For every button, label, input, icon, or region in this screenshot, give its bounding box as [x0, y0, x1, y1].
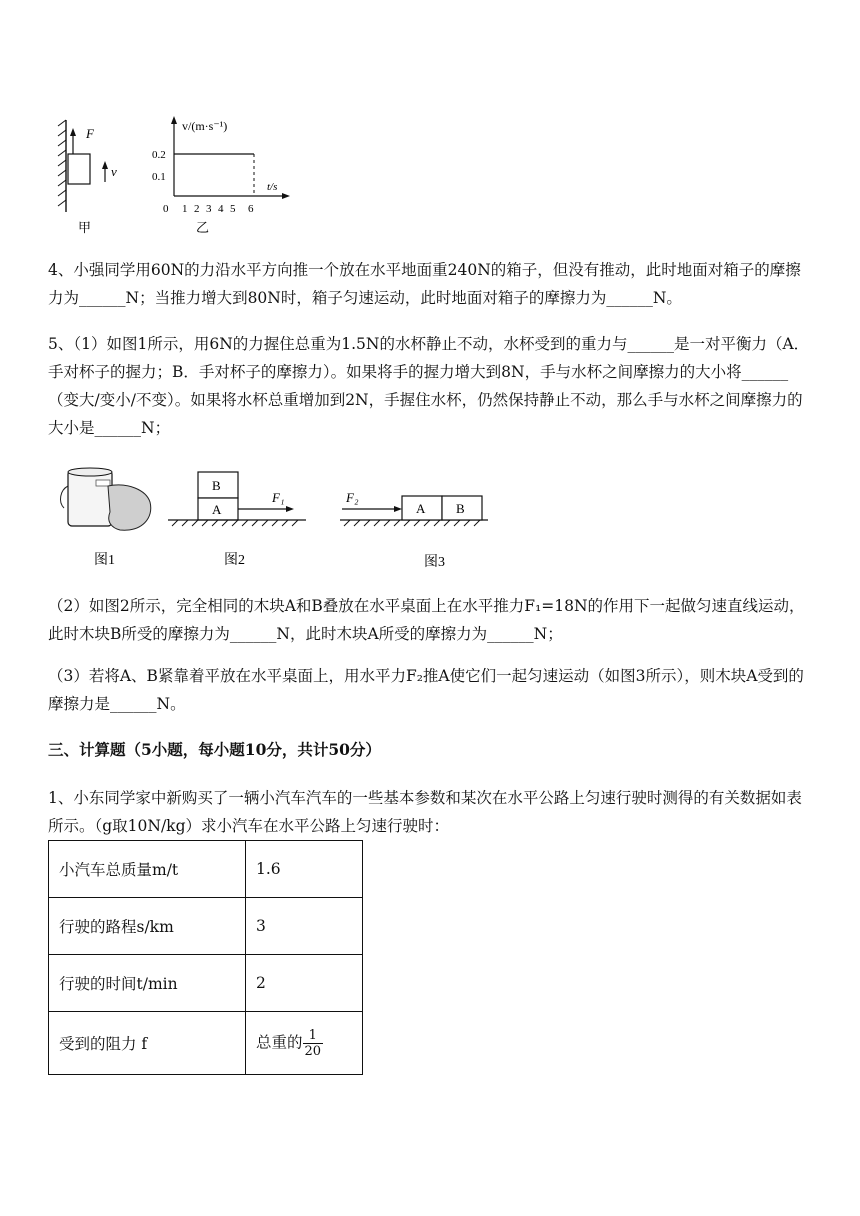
- question-5-part-1: 5、（1）如图1所示，用6N的力握住总重为1.5N的水杯静止不动，水杯受到的重力与______是一对平衡力（A．手对杯子的握力；B．手对杯子的摩擦力）。如果将手的握力增大到8N，手与水杯之间摩擦力的大小将______（变大/变小/不变）。如果将水杯总重增加到2N，手握住水杯，仍然保持静止不动，那么手与水杯之间摩擦力的大小是______N；: [48, 335, 810, 437]
- fraction-denominator: 20: [304, 1043, 322, 1059]
- x-axis-label: t/s: [267, 181, 278, 193]
- question-4: 4、小强同学用60N的力沿水平方向推一个放在水平地面重240N的箱子，但没有推动，此时地面对箱子的摩擦力为______N；当推力增大到80N时，箱子匀速运动，此时地面对箱子的摩擦力为______N。: [48, 261, 801, 307]
- f1-label: F₁: [272, 490, 285, 505]
- section-heading: 三、计算题（5小题，每小题10分，共计50分）: [48, 740, 381, 759]
- friction-figures: [48, 462, 518, 572]
- x-tick-label: 3: [206, 203, 212, 215]
- figure-caption-1: 图1: [94, 553, 115, 568]
- vehicle-data-table: [48, 840, 363, 1075]
- block-b-label: B: [212, 478, 221, 493]
- block-a-label: A: [212, 502, 222, 517]
- figure-caption-3: 图3: [424, 555, 445, 570]
- fraction: [303, 1028, 324, 1059]
- table-row: [49, 898, 363, 955]
- question-5-part-2: （2）如图2所示，完全相同的木块A和B叠放在水平桌面上在水平推力F₁=18N的作用下一起做匀速直线运动，此时木块B所受的摩擦力为______N，此时木块A所受的摩擦力为______N；: [48, 597, 805, 643]
- f2-label: F₂: [346, 490, 359, 505]
- y-axis-label: v/(m·s⁻¹): [182, 119, 228, 133]
- velocity-time-graph: [152, 116, 290, 235]
- x-tick-label: 5: [230, 203, 236, 215]
- table-cell-label: 行驶的时间t/min: [49, 955, 246, 1012]
- y-tick-label: 0.1: [152, 171, 166, 183]
- cup-in-hand-figure: [61, 468, 151, 568]
- wall-block-diagram: [58, 120, 117, 235]
- block-b-label: B: [456, 501, 465, 516]
- table-row: [49, 841, 363, 898]
- force-label: F: [86, 126, 94, 141]
- table-cell-value: 2: [246, 955, 363, 1012]
- calc-question-1: 1、小东同学家中新购买了一辆小汽车汽车的一些基本参数和某次在水平公路上匀速行驶时测得的有关数据如表所示。（g取10N/kg）求小汽车在水平公路上匀速行驶时：: [48, 789, 802, 835]
- side-by-side-blocks-figure: [340, 490, 488, 570]
- x-tick-label: 6: [248, 203, 254, 215]
- block-a-label: A: [416, 501, 426, 516]
- figure-caption-yi: 乙: [196, 220, 210, 235]
- table-cell-label: 行驶的路程s/km: [49, 898, 246, 955]
- figure-caption-jia: 甲: [78, 220, 92, 235]
- table-row: [49, 955, 363, 1012]
- resistance-prefix: 总重的: [256, 1033, 303, 1051]
- question-5-part-3: （3）若将A、B紧靠着平放在水平桌面上，用水平力F₂推A使它们一起匀速运动（如图3所示），则木块A受到的摩擦力是______N。: [48, 667, 804, 713]
- x-tick-label: 2: [194, 203, 200, 215]
- table-cell-value: 1.6: [246, 841, 363, 898]
- table-cell-value: [246, 1012, 363, 1075]
- table-cell-value: 3: [246, 898, 363, 955]
- x-tick-label: 1: [182, 203, 188, 215]
- y-tick-label: 0.2: [152, 149, 166, 161]
- fraction-numerator: 1: [303, 1028, 324, 1044]
- velocity-label: v: [111, 164, 117, 179]
- x-tick-label: 4: [218, 203, 224, 215]
- motion-figure: [48, 108, 308, 238]
- table-cell-label: 小汽车总质量m/t: [49, 841, 246, 898]
- stacked-blocks-figure: [168, 472, 306, 568]
- table-cell-label: 受到的阻力 f: [49, 1012, 246, 1075]
- table-row: [49, 1012, 363, 1075]
- figure-caption-2: 图2: [224, 553, 245, 568]
- x-tick-label: 0: [163, 203, 169, 215]
